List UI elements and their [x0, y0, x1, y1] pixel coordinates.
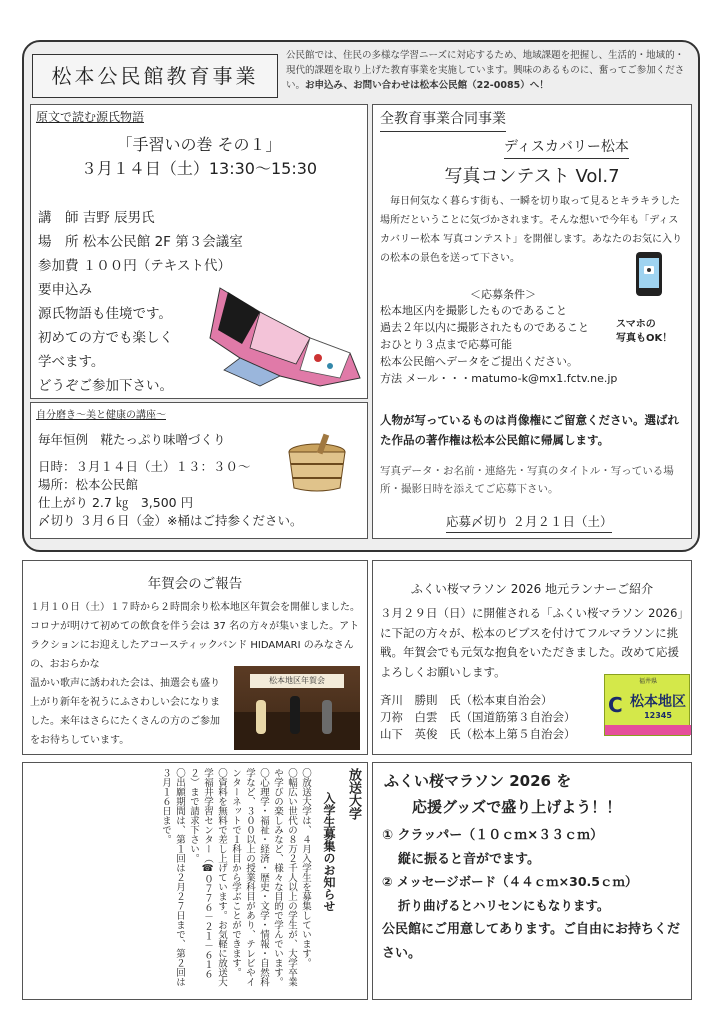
bib-letter: C: [608, 693, 623, 717]
genji-line: 学べます。: [38, 354, 105, 370]
photo-submit-note: 写真データ・お名前・連絡先・写真のタイトル・写っている場所・撮影日時を添えてご応募下さい。: [380, 465, 674, 495]
newyear-photo: [234, 666, 360, 750]
genji-datetime: ３月１４日（土）13:30～15:30: [80, 159, 318, 178]
photo-cond-title: ＜応募条件＞: [470, 288, 536, 301]
runner-entry: 刀祢 白雲 氏（国道筋第３自治会）: [380, 710, 576, 724]
photo-condition: 方法 メール・・・matumo-k@mx1.fctv.ne.jp: [380, 372, 618, 385]
marathon-runners: [380, 692, 604, 743]
newyear-body2: 温かい歌声に誘われた会は、抽選会も盛り上がり新年を祝うにふさわしい会になりました。来年はさらにたくさんの方のご参加をお待ちしています。: [30, 678, 220, 746]
bib-top: 福井県: [638, 678, 657, 685]
goods-footer: 公民館にご用意してあります。ご自由にお持ちください。: [382, 922, 680, 961]
photo-deadline: 応募〆切り ２月２１日（土）: [446, 512, 612, 533]
phone-ok-note: スマホの 写真もOK！: [616, 319, 673, 344]
miso-line: 〆切り ３月６日（金）※桶はご持参ください。: [38, 513, 303, 528]
runner-entry: 山下 英俊 氏（松本上第５自治会）: [380, 727, 576, 741]
bib-name: 松本地区: [630, 694, 686, 710]
univ-title: 放送大学: [346, 768, 361, 820]
photo-condition: 松本公民館へデータをご提出ください。: [380, 355, 578, 368]
genji-line: 場 所 松本公民館 2F 第３会議室: [38, 234, 243, 250]
univ-subtitle-col: [318, 792, 340, 982]
univ-paragraph: 〇幅広い世代の８万２千人以上の学生が、大学卒業や学びの楽しみなど、様々な目的で学んでいます。: [272, 768, 297, 987]
photo-condition: 過去２年以内に撮影されたものであること: [380, 321, 589, 334]
goods-title2: 応援グッズで盛り上げよう！！: [412, 798, 622, 816]
miso-bucket-illustration: [284, 432, 350, 494]
univ-paragraph: 〇資料を無料で差し上げています。お気軽に放送大学福井学習センター（☎０７７６－２１－６１６２）まで請求下さい。: [188, 768, 227, 987]
genji-subtitle: 「手習いの巻 その１」: [116, 135, 282, 154]
univ-paragraph: 〇放送大学は、４月入学生を募集しています。: [300, 768, 311, 968]
bib-number: 12345: [644, 711, 672, 720]
photo-condition: おひとり３点まで応募可能: [380, 338, 512, 351]
genji-line: 参加費 １００円（テキスト代）: [38, 258, 232, 274]
univ-subtitle: 入学生募集のお知らせ: [322, 792, 336, 912]
newyear-photo-banner: 松本地区年賀会: [250, 674, 344, 688]
genji-line: どうぞご参加下さい。: [38, 378, 173, 394]
photo-desc: 毎日何気なく暮らす街も、一瞬を切り取って見るとキラキラした場所だということに気づかされます。そんな想いで今年も「ディスカバリー松本 写真コンテスト」を開催します。あなたのお気に入りの松本の景色を送って下さい。: [380, 196, 682, 264]
miso-line: 場所：松本公民館: [38, 477, 139, 492]
goods-item2-desc: 折り曲げるとハリセンにもなります。: [398, 898, 610, 913]
marathon-title: ふくい桜マラソン 2026 地元ランナーご紹介: [410, 582, 654, 596]
univ-paragraph: 〇心理学・福祉・経済・歴史・文学・情報・自然科学など、３００以上の授業科目があり、テレビやインターネットで１科目から学ぶことができます。: [230, 768, 269, 987]
genji-line: 講 師 吉野 辰男氏: [38, 210, 155, 226]
race-bib: [604, 674, 690, 736]
genji-line: 源氏物語も佳境です。: [38, 306, 172, 322]
goods-title1: ふくい桜マラソン 2026 を: [384, 772, 572, 790]
univ-body: [30, 768, 312, 992]
smartphone-icon: [632, 250, 668, 298]
photo-title1: ディスカバリー松本: [504, 136, 629, 159]
miso-line: 日時：３月１４日（土）１３：３０～: [38, 459, 251, 474]
goods-item2: ② メッセージボード（４４ｃｍ×30.5ｃｍ）: [382, 874, 638, 889]
photo-label: 全教育事業合同事業: [380, 108, 506, 132]
newyear-title: 年賀会のご報告: [147, 576, 243, 592]
photo-condition: 松本地区内を撮影したものであること: [380, 304, 567, 317]
goods-item1: ① クラッパー（１０ｃｍ×３３ｃｍ）: [382, 828, 604, 843]
goods-item1-desc: 縦に振ると音がでます。: [398, 852, 540, 867]
marathon-body: ３月２９日（日）に開催される「ふくい桜マラソン 2026」に下記の方々が、松本のビブスを付けてフルマラソンに挑戦。年賀会でも元気な抱負をいただきました。改めて応援よろしくお願いします。: [380, 606, 684, 679]
genji-line: 初めての方でも楽しく: [38, 330, 173, 346]
photo-title2: 写真コンテスト Vol.7: [444, 166, 620, 187]
header-intro: 公民館では、住民の多様な学習ニーズに対応するため、地域課題を把握し、生活的・地域的・現代的課題を取り上げた教育事業を実施しています。興味のあるものに、奮ってご参加ください。お申込み、お問い合わせは松本公民館（22-0085）へ！: [286, 50, 685, 91]
page-title: 松本公民館教育事業: [51, 64, 259, 88]
genji-label: 原文で読む源氏物語: [36, 110, 145, 124]
runner-entry: 斉川 勝則 氏（松本東自治会）: [380, 693, 553, 707]
miso-label: 自分磨き～美と健康の講座～: [36, 410, 166, 421]
genji-line: 要申込み: [38, 282, 92, 298]
kimono-illustration: [200, 278, 368, 396]
header-title-box: [32, 54, 278, 98]
univ-vertical: [30, 768, 364, 992]
miso-title: 毎年恒例 糀たっぷり味噌づくり: [38, 432, 226, 447]
univ-title-col: [342, 768, 364, 992]
univ-paragraph: 〇出願期間は、第１回は２月２７日まで、第２回は３月１６日まで。: [160, 768, 185, 987]
miso-line: 仕上がり 2.7 ㎏ 3,500 円: [38, 495, 194, 510]
photo-notice: 人物が写っているものは肖像権にご留意ください。選ばれた作品の著作権は松本公民館に帰属します。: [380, 413, 679, 447]
newyear-body1: １月１０日（土）１７時から２時間余り松本地区年賀会を開催しました。コロナが明けて初めての飲食を伴う会は 37 名の方々が集いました。アトラクションにお迎えしたアコースティックバンド HIDAMARI のみなさんの、おおらかな: [30, 602, 360, 670]
